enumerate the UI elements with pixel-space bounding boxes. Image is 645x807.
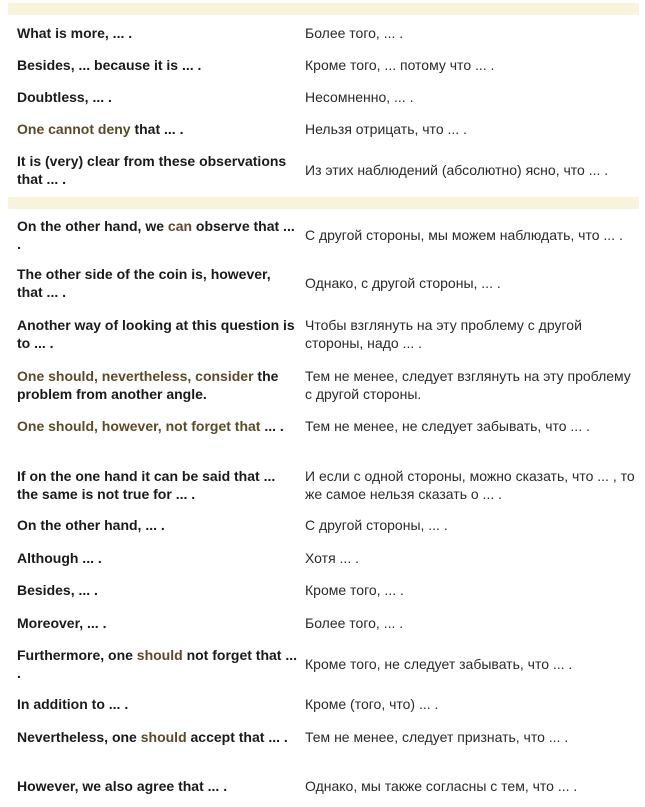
phrase-segment: On the other hand, we xyxy=(17,218,168,234)
russian-translation: И если с одной стороны, можно сказать, что ... , то же самое нельзя сказать о ... . xyxy=(305,468,635,502)
highlighted-segment: can xyxy=(167,218,193,234)
russian-translation: Кроме (того, что) ... . xyxy=(305,696,439,712)
phrase-segment: that ... . xyxy=(130,121,184,137)
highlighted-segment: should xyxy=(136,647,183,663)
english-phrase xyxy=(17,24,299,42)
russian-translation: Несомненно, ... . xyxy=(305,89,414,105)
english-phrase xyxy=(17,120,299,138)
russian-translation: Тем не менее, следует взглянуть на эту проблему с другой стороны. xyxy=(305,368,631,402)
russian-translation: Чтобы взглянуть на эту проблему с другой стороны, надо ... . xyxy=(305,317,582,351)
english-phrase xyxy=(17,367,299,403)
russian-translation: Кроме того, ... потому что ... . xyxy=(305,57,495,73)
section-header-band-1 xyxy=(8,3,639,15)
phrase-segment: However, we also agree that ... . xyxy=(17,778,228,794)
phrase-segment: Although ... . xyxy=(17,550,102,566)
phrase-segment: Nevertheless, one xyxy=(17,729,141,745)
russian-translation: Хотя ... . xyxy=(305,550,359,566)
russian-translation: Нельзя отрицать, что ... . xyxy=(305,121,467,137)
highlighted-segment: One should, however, not forget that xyxy=(17,418,261,434)
russian-translation: Тем не менее, не следует забывать, что ... . xyxy=(305,418,590,434)
russian-translation: Из этих наблюдений (абсолютно) ясно, что ... . xyxy=(305,162,609,178)
english-phrase xyxy=(17,614,299,632)
phrase-segment: Besides, ... . xyxy=(17,582,98,598)
russian-translation: Тем не менее, следует признать, что ... . xyxy=(305,729,569,745)
phrase-segment: ... . xyxy=(260,418,284,434)
phrase-segment: If on the one hand it can be said that ... the same is not true for ... . xyxy=(17,468,276,502)
phrase-segment: On the other hand, ... . xyxy=(17,517,165,533)
russian-translation: С другой стороны, ... . xyxy=(305,517,448,533)
english-phrase xyxy=(17,316,299,352)
phrase-segment: Besides, ... because it is ... . xyxy=(17,57,202,73)
highlighted-segment: should xyxy=(140,729,187,745)
english-phrase xyxy=(17,88,299,106)
phrase-segment: It is (very) clear from these observations that ... . xyxy=(17,153,287,187)
english-phrase xyxy=(17,646,299,682)
russian-translation: Кроме того, ... . xyxy=(305,582,404,598)
phrase-segment: Moreover, ... . xyxy=(17,615,107,631)
english-phrase xyxy=(17,56,299,74)
phrase-segment: Doubtless, ... . xyxy=(17,89,112,105)
phrase-segment: the problem from another angle. xyxy=(17,368,279,402)
english-phrase xyxy=(17,695,299,713)
phrase-segment: The other side of the coin is, however, that ... . xyxy=(17,266,271,300)
phrase-segment: Furthermore, one xyxy=(17,647,137,663)
english-phrase xyxy=(17,777,299,795)
english-phrase xyxy=(17,265,299,301)
russian-translation: С другой стороны, мы можем наблюдать, что ... . xyxy=(305,227,623,243)
phrase-segment: What is more, ... . xyxy=(17,25,133,41)
russian-translation: Однако, с другой стороны, ... . xyxy=(305,275,501,291)
phrase-segment: accept that ... . xyxy=(186,729,288,745)
russian-translation: Однако, мы также согласны с тем, что ... . xyxy=(305,778,578,794)
english-phrase xyxy=(17,728,299,746)
phrase-segment: not forget that ... . xyxy=(17,647,298,681)
highlighted-segment: One cannot deny xyxy=(17,121,131,137)
phrase-segment: observe that ... . xyxy=(17,218,295,252)
russian-translation: Более того, ... . xyxy=(305,615,404,631)
english-phrase xyxy=(17,217,299,253)
section-header-band-2 xyxy=(8,197,639,209)
english-phrase xyxy=(17,417,299,435)
english-phrase xyxy=(17,152,299,188)
russian-translation: Кроме того, не следует забывать, что ... . xyxy=(305,656,573,672)
highlighted-segment: One should, nevertheless, consider xyxy=(17,368,254,384)
english-phrase xyxy=(17,516,299,534)
english-phrase xyxy=(17,581,299,599)
english-phrase xyxy=(17,467,299,503)
english-phrase xyxy=(17,549,299,567)
russian-translation: Более того, ... . xyxy=(305,25,404,41)
phrase-segment: In addition to ... . xyxy=(17,696,129,712)
phrase-segment: Another way of looking at this question is to ... . xyxy=(17,317,295,351)
